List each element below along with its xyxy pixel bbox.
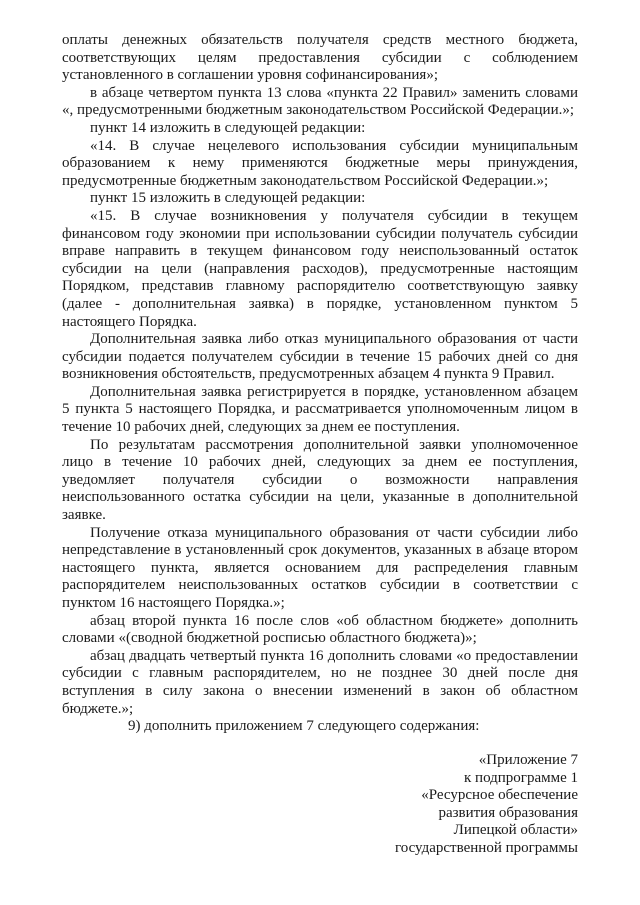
paragraph-point-14-text: «14. В случае нецелевого использования субсидии муниципальным образованием к нему применяются бюджетные меры принуждения, предусмотренные бюджетным законодательством Российской Федерации.»;: [62, 137, 578, 189]
paragraph-point-16-twenty-fourth: абзац двадцать четвертый пункта 16 дополнить словами «о предоставлении субсидии с главным распорядителем, но не позднее 30 дней после дня вступления в силу закона о внесении изменений в закон об областном бюджете.»;: [62, 647, 578, 717]
paragraph-request-registration: Дополнительная заявка регистрируется в порядке, установленном абзацем 5 пункта 5 настоящего Порядка, и рассматривается уполномоченным лицом в течение 10 рабочих дней, следующих за днем ее поступления.: [62, 383, 578, 436]
paragraph-item-9: 9) дополнить приложением 7 следующего содержания:: [128, 718, 480, 735]
paragraph-amend-point-13: в абзаце четвертом пункта 13 слова «пункта 22 Правил» заменить словами «, предусмотренными бюджетным законодательством Российской Федерации.»;: [62, 84, 578, 119]
appendix-line: «Приложение 7: [478, 752, 578, 768]
document-body: [62, 32, 578, 736]
paragraph-additional-request: Дополнительная заявка либо отказ муниципального образования от части субсидии подается получателем субсидии в течение 15 рабочих дней со дня возникновения обстоятельств, предусмотренных абзацем 4 пункта 9 Правил.: [62, 331, 578, 383]
appendix-line: развития образования: [438, 804, 578, 821]
appendix-line: Липецкой области»: [453, 822, 578, 839]
appendix-heading: [278, 752, 578, 858]
paragraph-point-15-text: «15. В случае возникновения у получателя субсидии в текущем финансовом году экономии при использовании субсидии получатель субсидии вправе направить в текущем финансовом году неиспользованный остаток субсидии на цели (направления расходов), предусмотренные настоящим Порядком, представив главному распорядителю соответствующую заявку (далее - дополнительная заявка) в порядке, установленном пунктом 5 настоящего Порядка.: [62, 207, 578, 330]
paragraph-point-16-second: абзац второй пункта 16 после слов «об областном бюджете» дополнить словами «(сводной бюджетной росписью областного бюджета)»;: [62, 612, 578, 647]
appendix-line: «Ресурсное обеспечение: [421, 787, 578, 804]
appendix-line: государственной программы: [394, 839, 578, 856]
paragraph-point-14-intro: пункт 14 изложить в следующей редакции:: [90, 119, 366, 136]
paragraph-continuation: оплаты денежных обязательств получателя средств местного бюджета, соответствующих целям предоставления субсидии с соблюдением установленного в соглашении уровня софинансирования»;: [62, 32, 578, 84]
paragraph-review-results: По результатам рассмотрения дополнительной заявки уполномоченное лицо в течение 10 рабочих дней, следующих за днем ее поступления, уведомляет получателя субсидии о возможности направления неиспользованного остатка субсидии на цели, указанные в дополнительной заявке.: [62, 436, 578, 524]
paragraph-refusal: Получение отказа муниципального образования от части субсидии либо непредставление в установленный срок документов, указанных в абзаце втором настоящего пункта, является основанием для распределения главным распорядителем неиспользованных остатков субсидии в соответствии с пунктом 16 настоящего Порядка.»;: [62, 524, 578, 611]
appendix-line: к подпрограмме 1: [464, 769, 578, 786]
paragraph-point-15-intro: пункт 15 изложить в следующей редакции:: [90, 190, 366, 207]
